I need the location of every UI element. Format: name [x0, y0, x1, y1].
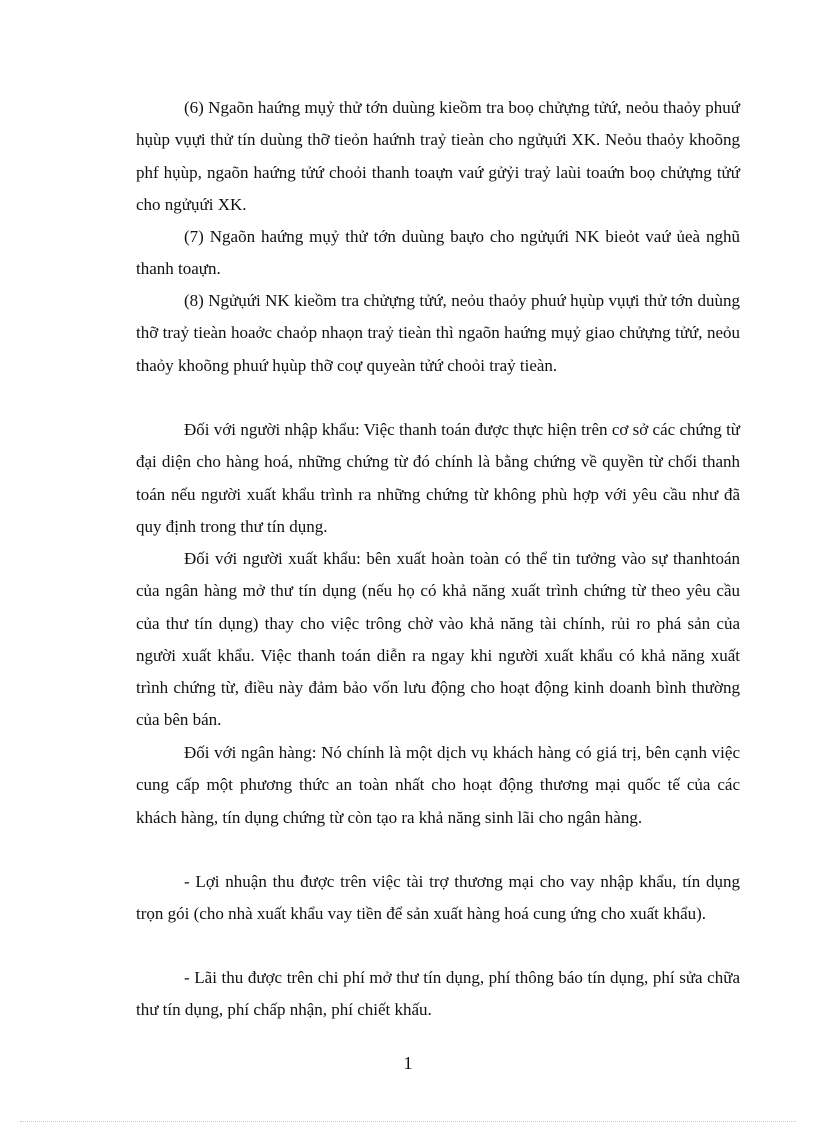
- paragraph-step-6: (6) Ngaõn haứng mụỷ thử tớn duùng kieồm tra boọ chửựng tửứ, neỏu thaỏy phuứ hụùp vụựi thử tín duùng thỡ tieỏn haứnh traỷ tieàn cho ngửụứi XK. Neỏu thaỏy khoõng phf hụùp, ngaõn haứng tửứ choỏi thanh toaựn vaứ gửỷi traỷ laùi toaứn boọ chửựng tửứ cho ngửụứi XK.: [136, 98, 740, 214]
- paragraph-step-7: (7) Ngaõn haứng mụỷ thử tớn duùng baựo cho ngửụứi NK bieỏt vaứ ủeà nghũ thanh toaựn.: [136, 227, 740, 279]
- paragraph-bullet-interest: - Lãi thu được trên chi phí mở thư tín dụng, phí thông báo tín dụng, phí sửa chữa thư tín dụng, phí chấp nhận, phí chiết khấu.: [136, 968, 740, 1020]
- paragraph-bank: Đối với ngân hàng: Nó chính là một dịch vụ khách hàng có giá trị, bên cạnh việc cung cấp một phương thức an toàn nhất cho hoạt động thương mại quốc tế của các khách hàng, tín dụng chứng từ còn tạo ra khả năng sinh lãi cho ngân hàng.: [136, 743, 740, 827]
- page-footer-divider: [20, 1121, 796, 1122]
- paragraph-bullet-profit: - Lợi nhuận thu được trên việc tài trợ thương mại cho vay nhập khẩu, tín dụng trọn gói (cho nhà xuất khẩu vay tiền để sản xuất hàng hoá cung ứng cho xuất khẩu).: [136, 872, 740, 924]
- paragraph-step-8: (8) Ngửụứi NK kieồm tra chửựng tửứ, neỏu thaỏy phuứ hụùp vụựi thử tớn duùng thỡ traỷ tieàn hoaởc chaỏp nhaọn traỷ tieàn thì ngaõn haứng mụỷ giao chửựng tửứ, neỏu thaỏy khoõng phuứ hụùp thỡ coự quyeàn tửứ choỏi traỷ tieàn.: [136, 291, 740, 375]
- paragraph-exporter: Đối với người xuất khẩu: bên xuất hoàn toàn có thể tin tưởng vào sự thanhtoán của ngân hàng mở thư tín dụng (nếu họ có khả năng xuất trình chứng từ theo yêu cầu của thư tín dụng) thay cho việc trông chờ vào khả năng tài chính, rủi ro phá sản của người xuất khẩu. Việc thanh toán diễn ra ngay khi người xuất khẩu có khả năng xuất trình chứng từ, điều này đảm bảo vốn lưu động cho hoạt động kinh doanh bình thường của bên bán.: [136, 549, 740, 730]
- paragraph-importer: Đối với người nhập khẩu: Việc thanh toán được thực hiện trên cơ sở các chứng từ đại diện cho hàng hoá, những chứng từ đó chính là bằng chứng về quyền từ chối thanh toán nếu người xuất khẩu trình ra những chứng từ không phù hợp với yêu cầu như đã quy định trong thư tín dụng.: [136, 420, 740, 536]
- page-number: 1: [403, 1053, 413, 1073]
